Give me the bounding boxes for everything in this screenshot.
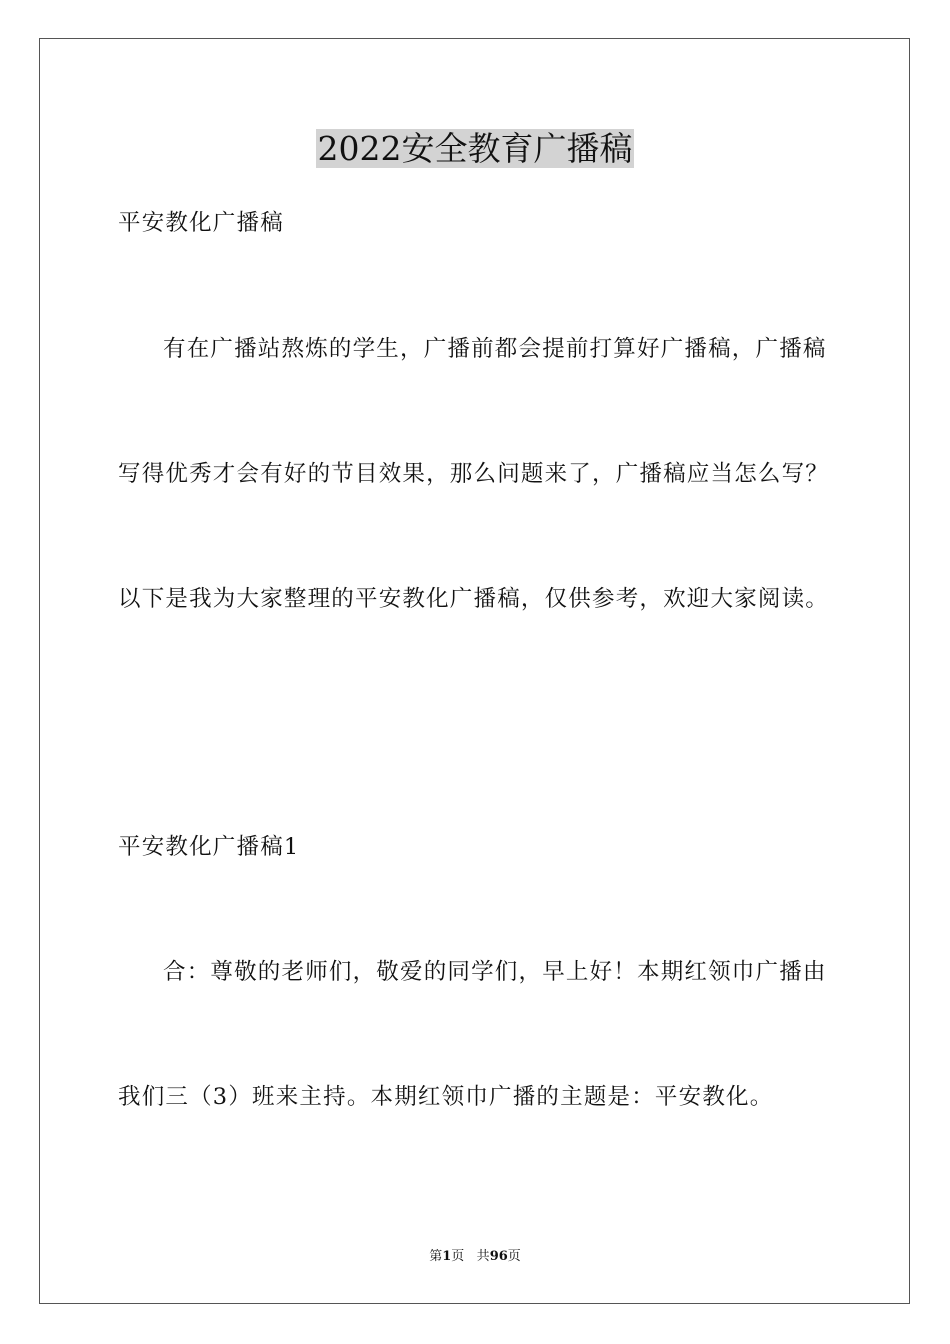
paragraph-line: 写得优秀才会有好的节目效果，那么问题来了，广播稿应当怎么写？ [118, 461, 830, 487]
page-suffix: 页 [451, 1249, 465, 1264]
document-title [0, 128, 950, 170]
paragraph-line: 合：尊敬的老师们，敬爱的同学们，早上好！本期红领巾广播由 [163, 959, 827, 985]
total-prefix: 共 [476, 1249, 490, 1264]
paragraph-line: 以下是我为大家整理的平安教化广播稿，仅供参考，欢迎大家阅读。 [118, 586, 830, 612]
page-prefix: 第 [429, 1249, 443, 1264]
paragraph-line: 有在广播站熬炼的学生，广播前都会提前打算好广播稿，广播稿 [163, 336, 827, 362]
paragraph-line: 我们三（3）班来主持。本期红领巾广播的主题是：平安教化。 [118, 1084, 774, 1110]
section-heading: 平安教化广播稿 [118, 210, 284, 236]
section-heading: 平安教化广播稿1 [118, 834, 300, 860]
document-title-text: 2022安全教育广播稿 [317, 129, 633, 168]
page-footer [0, 1248, 950, 1266]
total-pages: 96 [489, 1249, 508, 1264]
total-suffix: 页 [507, 1249, 521, 1264]
page-number: 1 [442, 1249, 452, 1264]
